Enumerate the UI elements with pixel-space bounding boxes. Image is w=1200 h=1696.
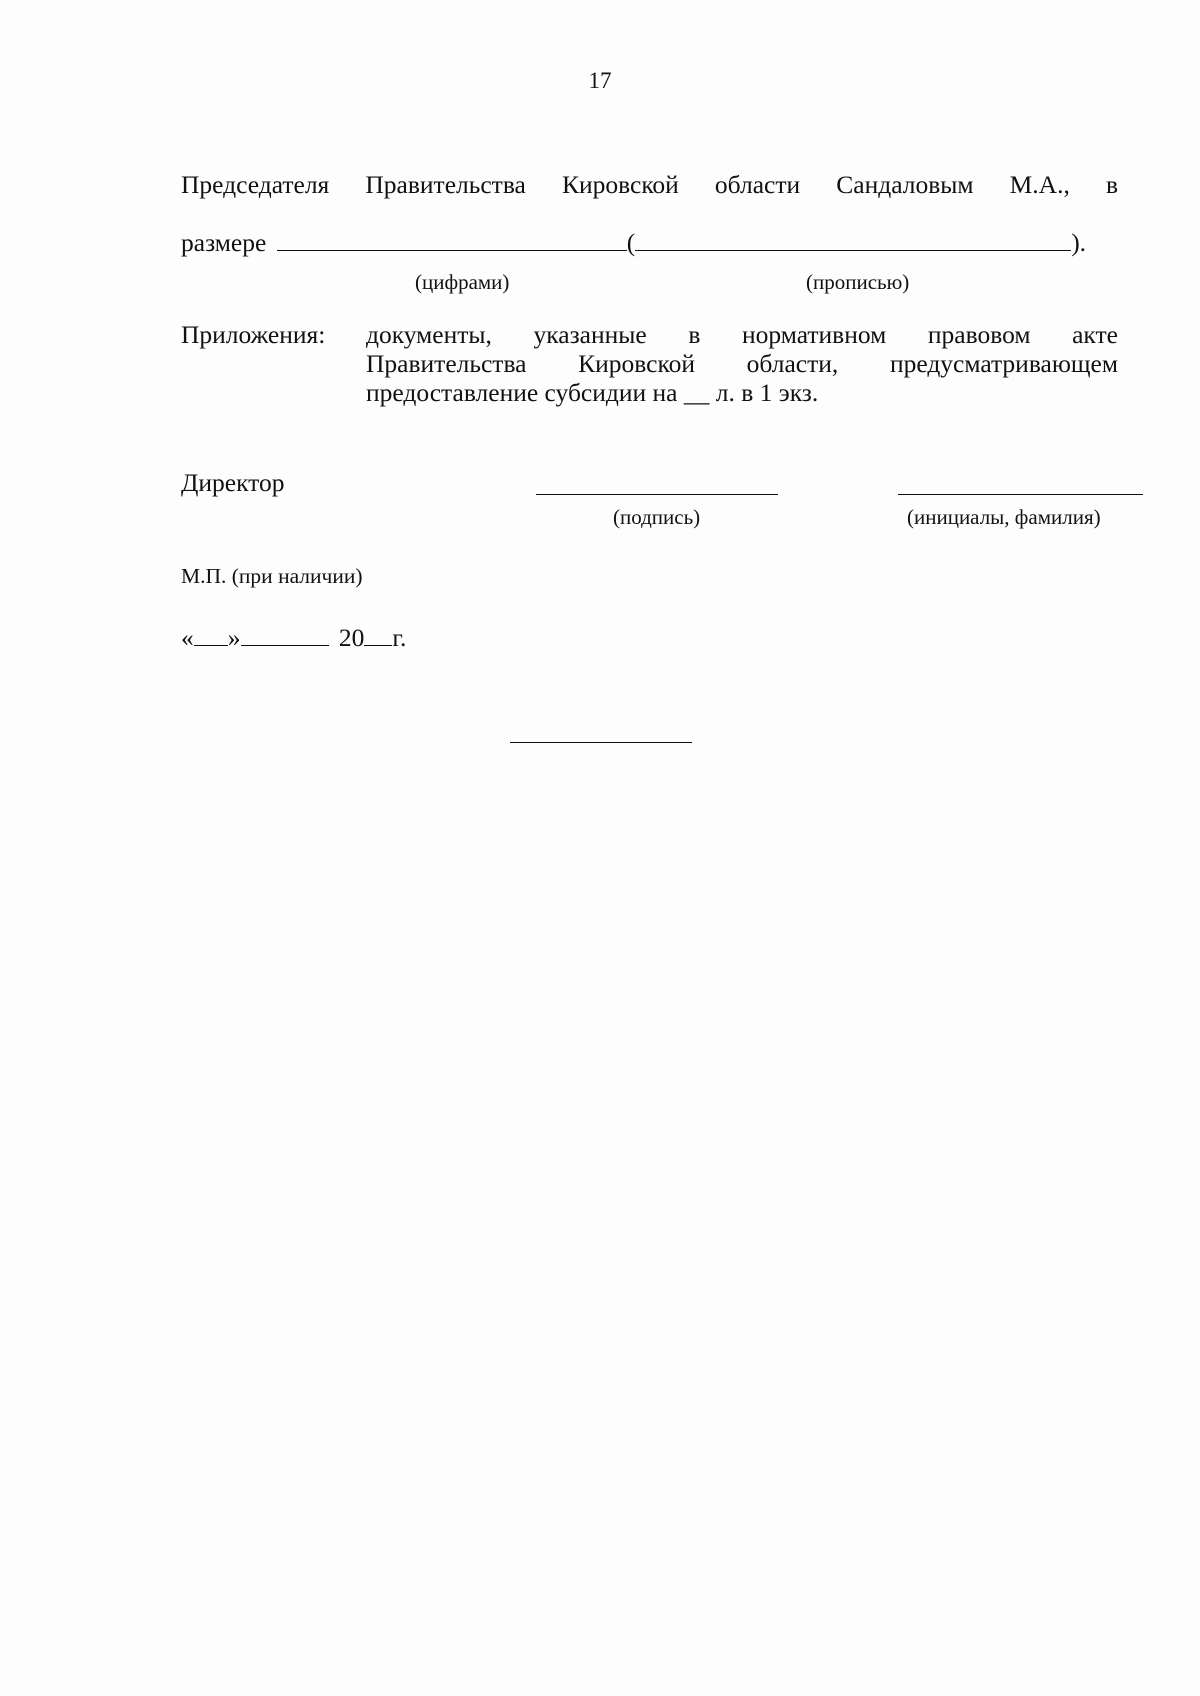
caption-name: (инициалы, фамилия) bbox=[907, 505, 1101, 529]
word: нормативном bbox=[742, 320, 887, 349]
word: Кировской bbox=[561, 170, 679, 199]
stamp-label: М.П. (при наличии) bbox=[181, 564, 363, 588]
word: Правительства bbox=[365, 170, 526, 199]
day-blank bbox=[194, 623, 228, 646]
year-prefix: 20 bbox=[338, 623, 365, 652]
word: в bbox=[688, 320, 701, 349]
year-suffix: г. bbox=[392, 623, 407, 652]
word: Правительства bbox=[366, 349, 527, 378]
amount-line bbox=[181, 228, 1086, 258]
name-line bbox=[898, 494, 1143, 495]
date-open-quote: « bbox=[181, 623, 194, 652]
word: указанные bbox=[533, 320, 647, 349]
date-line bbox=[181, 623, 406, 653]
word: М.А., bbox=[1009, 170, 1070, 199]
word: акте bbox=[1072, 320, 1118, 349]
caption-signature: (подпись) bbox=[613, 505, 701, 529]
word: предусматривающем bbox=[889, 349, 1118, 378]
word: области, bbox=[746, 349, 839, 378]
page-number: 17 bbox=[588, 68, 612, 93]
word: правовом bbox=[927, 320, 1031, 349]
word: Сандаловым bbox=[836, 170, 974, 199]
word: в bbox=[1105, 170, 1118, 199]
appendix-text bbox=[366, 320, 1118, 407]
end-separator-line bbox=[510, 742, 692, 743]
month-blank bbox=[241, 623, 329, 646]
text-line-chairman bbox=[181, 170, 1118, 200]
amount-words-blank bbox=[635, 228, 1071, 251]
appendix-line-2 bbox=[366, 349, 1118, 378]
amount-label: размере bbox=[181, 228, 267, 257]
word: Кировской bbox=[578, 349, 695, 378]
date-close-quote: » bbox=[227, 623, 241, 652]
caption-words: (прописью) bbox=[806, 270, 910, 294]
signature-line bbox=[536, 494, 778, 495]
open-paren: ( bbox=[626, 228, 636, 257]
director-label: Директор bbox=[181, 468, 285, 497]
caption-digits: (цифрами) bbox=[415, 270, 510, 294]
appendix-line-1 bbox=[366, 320, 1118, 349]
word: Председателя bbox=[181, 170, 330, 199]
word: области bbox=[714, 170, 801, 199]
appendix-label: Приложения: bbox=[181, 320, 326, 349]
amount-digits-blank bbox=[277, 228, 627, 251]
close-paren: ). bbox=[1071, 228, 1087, 257]
year-blank bbox=[364, 623, 392, 646]
appendix-line-3: предоставление субсидии на __ л. в 1 экз. bbox=[366, 378, 819, 407]
word: документы, bbox=[366, 320, 492, 349]
